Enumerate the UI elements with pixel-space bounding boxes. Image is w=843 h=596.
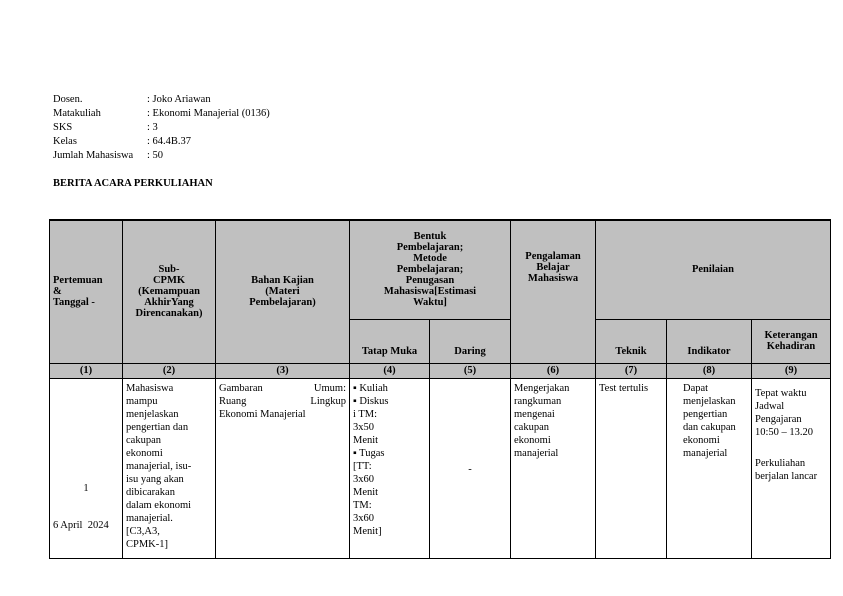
text-line: 3x60 bbox=[353, 473, 374, 485]
cell-daring bbox=[430, 378, 511, 558]
text-line: CPMK-1] bbox=[126, 538, 169, 550]
text-line: ekonomi bbox=[514, 434, 551, 446]
header-line: Pembelajaran; bbox=[396, 264, 464, 276]
text-line: Test tertulis bbox=[599, 382, 649, 394]
text-line: manajerial. bbox=[126, 512, 173, 524]
header-line: Pengalaman bbox=[525, 251, 581, 262]
header-line: Tanggal - bbox=[53, 297, 95, 309]
text-line: mampu bbox=[126, 395, 158, 407]
text-line: ▪ Tugas bbox=[353, 447, 385, 459]
column-number: (1) bbox=[50, 363, 123, 378]
header-line: Bahan Kajian bbox=[251, 275, 314, 287]
header-line: Pertemuan bbox=[53, 275, 103, 287]
header-line: (Kemampuan bbox=[138, 286, 200, 298]
header-tatap-muka: Tatap Muka bbox=[350, 319, 430, 363]
info-label: SKS bbox=[53, 122, 73, 133]
header-line: Pembelajaran; bbox=[396, 242, 464, 254]
text-line: ▪ Diskus bbox=[353, 395, 389, 407]
meeting-date: 6 April 2024 bbox=[53, 519, 109, 531]
text-line: pengertian bbox=[683, 408, 728, 420]
text-line: manajerial bbox=[683, 447, 728, 459]
text-line: manajerial, isu- bbox=[126, 460, 192, 472]
text-line: Jadwal bbox=[755, 400, 785, 412]
cell-subcpmk bbox=[123, 378, 216, 558]
column-number: (9) bbox=[752, 363, 831, 378]
text-word: Umum: bbox=[313, 382, 346, 394]
info-value: : 50 bbox=[147, 150, 164, 161]
text-line: Mengerjakan bbox=[514, 382, 570, 394]
text-line: ekonomi bbox=[126, 447, 163, 459]
info-value: : Joko Ariawan bbox=[147, 94, 211, 105]
course-info bbox=[53, 93, 270, 163]
text-line: ekonomi bbox=[683, 434, 720, 446]
header-line: Metode bbox=[413, 253, 447, 265]
cell-teknik bbox=[596, 378, 667, 558]
header-pertemuan bbox=[50, 220, 123, 363]
header-keterangan bbox=[752, 319, 831, 363]
text-line: cakupan bbox=[126, 434, 161, 446]
text-line bbox=[219, 395, 346, 408]
table-row bbox=[50, 378, 831, 558]
text-line: mengenai bbox=[514, 408, 555, 420]
header-line: Waktu] bbox=[413, 297, 447, 309]
text-line: manajerial bbox=[514, 447, 559, 459]
header-line: Direncanakan) bbox=[135, 308, 203, 320]
header-pengalaman bbox=[511, 220, 596, 363]
text-line: Mahasiswa bbox=[126, 382, 174, 394]
header-line: Sub- bbox=[158, 264, 180, 276]
document-heading: BERITA ACARA PERKULIAHAN bbox=[53, 178, 213, 189]
text-line: Dapat bbox=[683, 382, 709, 394]
info-label: Jumlah Mahasiswa bbox=[53, 150, 134, 161]
header-line: CPMK bbox=[152, 275, 186, 287]
cell-pertemuan bbox=[50, 378, 123, 558]
text-line: [TT: bbox=[353, 460, 372, 472]
info-value: : 3 bbox=[147, 122, 158, 133]
header-daring: Daring bbox=[430, 319, 511, 363]
header-line: Belajar bbox=[536, 262, 570, 273]
cell-indikator bbox=[667, 378, 752, 558]
column-number-row bbox=[50, 363, 831, 378]
text-line bbox=[219, 382, 346, 395]
lecture-table bbox=[49, 219, 831, 559]
cell-pengalaman bbox=[511, 378, 596, 558]
header-indikator: Indikator bbox=[667, 319, 752, 363]
header-line: Keterangan bbox=[764, 330, 818, 341]
text-word: Gambaran bbox=[219, 382, 263, 394]
column-number: (3) bbox=[216, 363, 350, 378]
column-number: (2) bbox=[123, 363, 216, 378]
header-line: Penugasan bbox=[405, 275, 455, 287]
meeting-number: 1 bbox=[83, 482, 89, 494]
text-word: Ruang bbox=[219, 395, 247, 407]
text-line: TM: bbox=[353, 499, 372, 511]
text-line: ▪ Kuliah bbox=[353, 382, 388, 394]
header-bahan-kajian bbox=[216, 220, 350, 363]
text-line: rangkuman bbox=[514, 395, 562, 407]
header-line: Kehadiran bbox=[766, 341, 816, 352]
text-line: dalam ekonomi bbox=[126, 499, 192, 511]
text-line: menjelaskan bbox=[683, 395, 736, 407]
info-row bbox=[53, 121, 270, 135]
info-row bbox=[53, 135, 270, 149]
text-word: Lingkup bbox=[310, 395, 346, 407]
info-value: : Ekonomi Manajerial (0136) bbox=[147, 108, 270, 119]
header-line: (Materi bbox=[265, 286, 300, 298]
info-label: Matakuliah bbox=[53, 108, 101, 119]
text-line: Menit] bbox=[353, 525, 382, 537]
info-label: Dosen. bbox=[53, 94, 83, 105]
cell-tatap-muka bbox=[350, 378, 430, 558]
text-line: Tepat waktu bbox=[755, 387, 807, 399]
info-row bbox=[53, 149, 270, 163]
header-line: Pembelajaran) bbox=[249, 297, 316, 309]
info-label: Kelas bbox=[53, 136, 77, 147]
text-line: pengertian dan bbox=[126, 421, 189, 433]
info-row bbox=[53, 107, 270, 121]
header-line: Bentuk bbox=[413, 231, 447, 243]
header-bentuk-pembelajaran bbox=[350, 220, 511, 319]
cell-keterangan bbox=[752, 378, 831, 558]
column-number: (5) bbox=[430, 363, 511, 378]
header-line: & bbox=[53, 286, 62, 298]
header-line: Mahasiswa[Estimasi bbox=[383, 286, 477, 298]
text-line: 3x60 bbox=[353, 512, 374, 524]
info-value: : 64.4B.37 bbox=[147, 136, 192, 147]
text-line: i TM: bbox=[353, 408, 378, 420]
text-line: Ekonomi Manajerial bbox=[219, 408, 306, 420]
header-line: AkhirYang bbox=[144, 297, 194, 309]
text-line: isu yang akan bbox=[126, 473, 184, 485]
text-line: berjalan lancar bbox=[755, 470, 818, 482]
info-row bbox=[53, 93, 270, 107]
cell-bahan-kajian bbox=[216, 378, 350, 558]
header-penilaian: Penilaian bbox=[596, 220, 831, 319]
text-line: Menit bbox=[353, 486, 379, 498]
column-number: (6) bbox=[511, 363, 596, 378]
text-line: 3x50 bbox=[353, 421, 374, 433]
header-teknik: Teknik bbox=[596, 319, 667, 363]
daring-value: - bbox=[468, 464, 472, 475]
text-line: Menit bbox=[353, 434, 379, 446]
text-line: Perkuliahan bbox=[755, 457, 806, 469]
text-line: dan cakupan bbox=[683, 421, 736, 433]
text-line: dibicarakan bbox=[126, 486, 175, 498]
header-line: Mahasiswa bbox=[527, 273, 579, 284]
header-subcpmk bbox=[123, 220, 216, 363]
column-number: (4) bbox=[350, 363, 430, 378]
text-line: [C3,A3, bbox=[126, 525, 160, 537]
column-number: (7) bbox=[596, 363, 667, 378]
column-number: (8) bbox=[667, 363, 752, 378]
text-line: 10:50 – 13.20 bbox=[755, 426, 814, 438]
text-line: cakupan bbox=[514, 421, 549, 433]
text-line: Pengajaran bbox=[755, 413, 802, 425]
text-line: menjelaskan bbox=[126, 408, 179, 420]
